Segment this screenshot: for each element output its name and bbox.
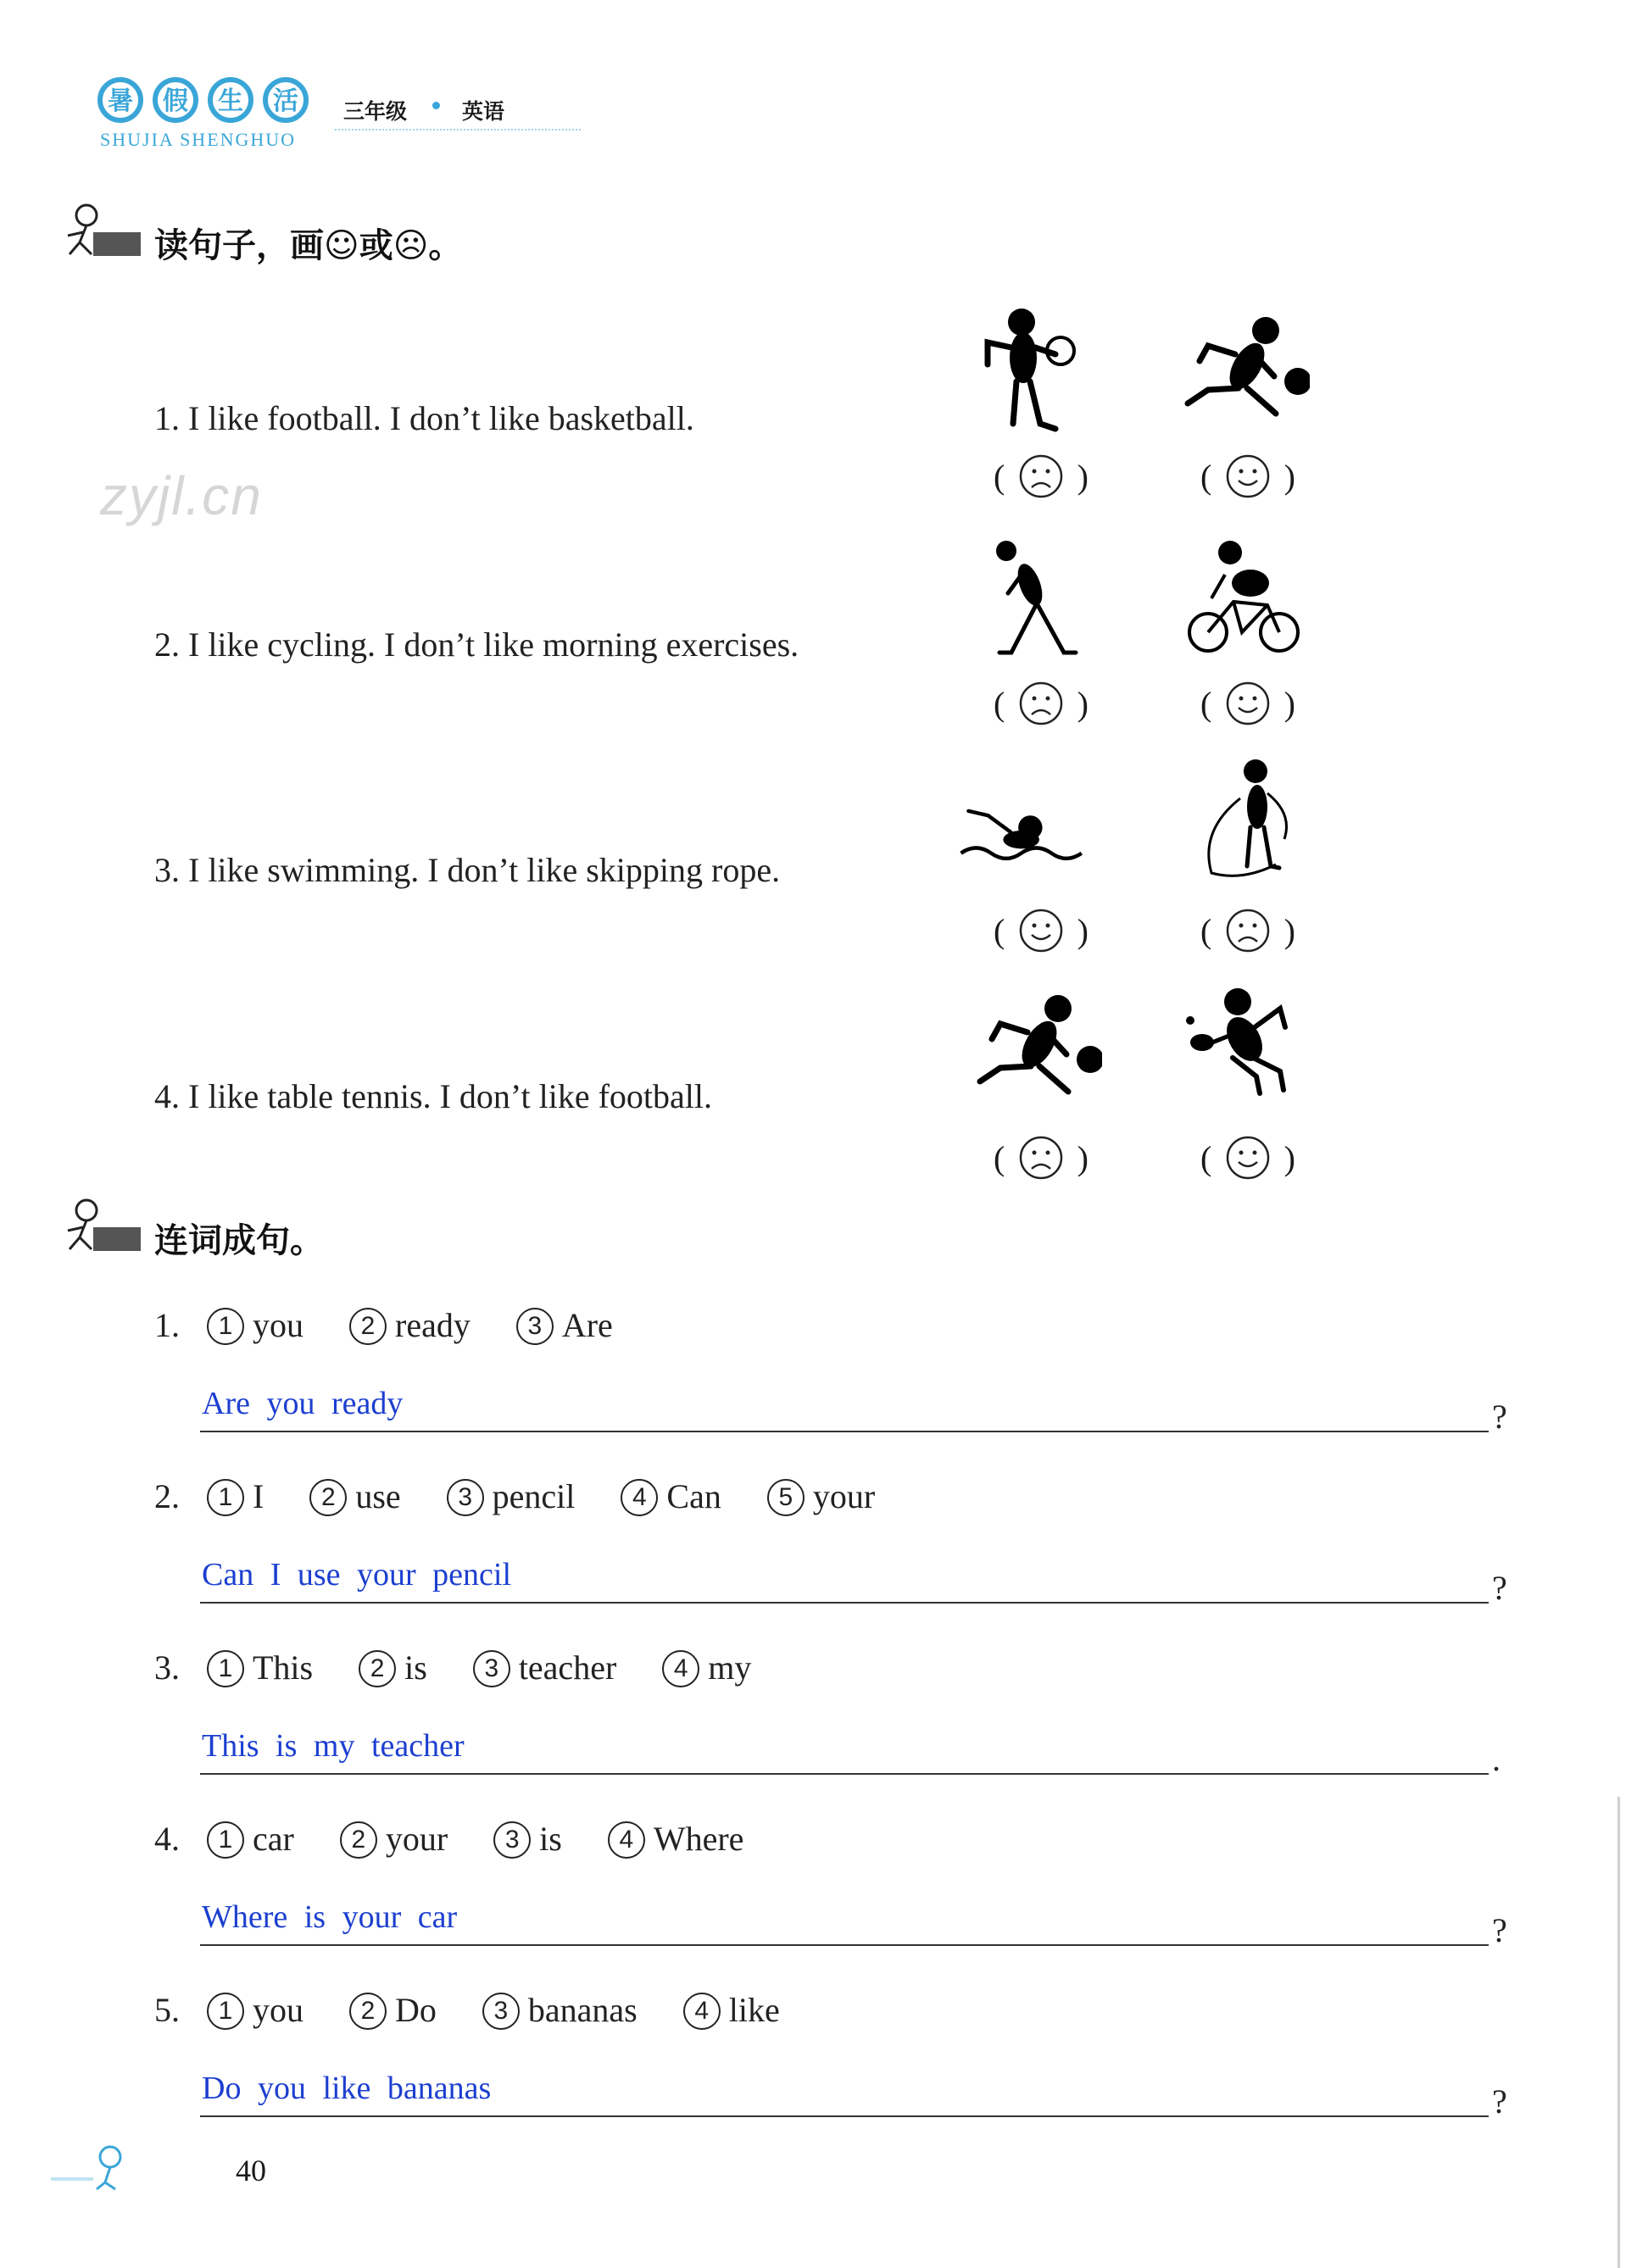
sad-face-icon (1225, 908, 1271, 953)
subject-label: 英语 (462, 99, 505, 124)
paren-open: ( (1200, 684, 1212, 723)
end-punctuation-5: ? (1492, 2082, 1507, 2121)
circled-number: 3 (493, 1821, 531, 1859)
happy-face-icon (1225, 1135, 1271, 1181)
word: I (253, 1477, 264, 1515)
svg-text:假: 假 (163, 86, 188, 116)
grade-label: 三年级 (343, 99, 408, 124)
circled-number: 3 (473, 1650, 510, 1687)
word: you (253, 1306, 303, 1344)
word: like (728, 1991, 780, 2029)
sad-face-icon (1018, 681, 1064, 726)
circled-number: 1 (207, 1993, 244, 2030)
header-rule (335, 129, 581, 131)
question-number: 2. (154, 1477, 180, 1515)
answer-text-1[interactable]: Are you ready (202, 1386, 404, 1421)
word: your (812, 1477, 876, 1515)
footer-boy-icon (51, 2140, 127, 2191)
question-number: 4. (154, 1820, 180, 1858)
circled-number: 3 (516, 1308, 554, 1345)
circled-number: 3 (447, 1479, 484, 1516)
rope-skipper-figure (1183, 754, 1318, 890)
separator-dot (432, 102, 440, 109)
end-punctuation-2: ? (1492, 1569, 1507, 1607)
section-boy-icon (61, 202, 146, 261)
sad-face-icon (1018, 453, 1064, 499)
circled-number: 2 (349, 1308, 387, 1345)
end-punctuation-3: . (1492, 1740, 1501, 1778)
paren-close: ) (1077, 1138, 1089, 1177)
circled-number: 5 (767, 1479, 805, 1516)
sentence-2: 2. I like cycling. I don’t like morning exercises. (154, 625, 799, 664)
circled-number: 1 (207, 1479, 244, 1516)
happy-face-icon (1018, 908, 1064, 953)
section2-title: 连词成句。 (154, 1221, 324, 1260)
word: my (708, 1648, 752, 1687)
question-number: 5. (154, 1991, 180, 2029)
paren-open: ( (994, 457, 1005, 496)
section1-title: 读句子，画☺或☹。 (154, 226, 463, 265)
word: Where (653, 1820, 744, 1858)
question-5 (154, 1990, 817, 2032)
word: is (404, 1648, 427, 1687)
circled-number: 4 (662, 1650, 699, 1687)
question-3 (154, 1648, 788, 1690)
swimmer-figure (958, 763, 1094, 898)
paren-close: ) (1283, 684, 1295, 723)
brand-logo (95, 75, 317, 125)
paren-open: ( (994, 1138, 1005, 1177)
happy-face-icon (1225, 453, 1271, 499)
word: is (539, 1820, 562, 1858)
page-edge (1618, 1797, 1620, 2268)
answer-text-3[interactable]: This is my teacher (202, 1728, 465, 1764)
word: your (385, 1820, 448, 1858)
happy-face-icon (1225, 681, 1271, 726)
question-4 (154, 1819, 781, 1861)
answer-2-left[interactable] (973, 678, 1109, 729)
word: bananas (527, 1991, 638, 2029)
paren-close: ) (1077, 684, 1089, 723)
answer-text-2[interactable]: Can I use your pencil (202, 1557, 512, 1593)
answer-line-5 (200, 2115, 1489, 2117)
paren-open: ( (994, 911, 1005, 950)
paren-close: ) (1077, 457, 1089, 496)
question-1 (154, 1305, 650, 1348)
cyclist-figure (1174, 534, 1310, 670)
football-player-figure (1174, 305, 1310, 441)
word: Can (666, 1477, 721, 1515)
word: Do (395, 1991, 437, 2029)
word: ready (395, 1306, 470, 1344)
paren-open: ( (1200, 1138, 1212, 1177)
watermark: zyjl.cn (100, 465, 263, 526)
sentence-1: 1. I like football. I don’t like basketball. (154, 399, 694, 437)
sad-face-icon (1018, 1135, 1064, 1181)
circled-number: 2 (340, 1821, 377, 1859)
end-punctuation-4: ? (1492, 1911, 1507, 1949)
question-2 (154, 1476, 912, 1519)
football-player-figure-2 (966, 983, 1102, 1119)
word: use (355, 1477, 401, 1515)
paren-close: ) (1283, 911, 1295, 950)
sentence-3: 3. I like swimming. I don’t like skipping rope. (154, 851, 781, 889)
paren-close: ) (1283, 1138, 1295, 1177)
sentence-4: 4. I like table tennis. I don’t like football. (154, 1077, 713, 1115)
word: pencil (492, 1477, 576, 1515)
word: car (253, 1820, 294, 1858)
answer-3-right[interactable] (1180, 905, 1316, 956)
svg-text:活: 活 (273, 86, 298, 116)
answer-text-4[interactable]: Where is your car (202, 1899, 458, 1935)
svg-text:暑: 暑 (108, 86, 133, 116)
word: This (253, 1648, 314, 1687)
answer-line-1 (200, 1431, 1489, 1432)
svg-text:生: 生 (218, 86, 243, 116)
end-punctuation-1: ? (1492, 1398, 1507, 1436)
answer-4-left[interactable] (973, 1132, 1109, 1183)
circled-number: 1 (207, 1821, 244, 1859)
answer-line-2 (200, 1602, 1489, 1604)
circled-number: 3 (482, 1993, 520, 2030)
paren-close: ) (1077, 911, 1089, 950)
word: Are (561, 1306, 613, 1344)
brand-subtitle: SHUJIA SHENGHUO (100, 129, 297, 150)
answer-1-left[interactable] (973, 451, 1109, 502)
circled-number: 1 (207, 1650, 244, 1687)
circled-number: 4 (683, 1993, 721, 2030)
circled-number: 4 (608, 1821, 645, 1859)
section-boy-icon (61, 1197, 146, 1256)
paren-open: ( (994, 684, 1005, 723)
answer-text-5[interactable]: Do you like bananas (202, 2071, 492, 2106)
question-number: 3. (154, 1648, 180, 1687)
answer-4-right[interactable] (1180, 1132, 1316, 1183)
answer-line-4 (200, 1944, 1489, 1946)
paren-open: ( (1200, 457, 1212, 496)
circled-number: 4 (621, 1479, 658, 1516)
paren-close: ) (1283, 457, 1295, 496)
word: teacher (518, 1648, 617, 1687)
paren-open: ( (1200, 911, 1212, 950)
word: you (253, 1991, 303, 2029)
answer-1-right[interactable] (1180, 451, 1316, 502)
circled-number: 1 (207, 1308, 244, 1345)
circled-number: 2 (309, 1479, 347, 1516)
answer-line-3 (200, 1773, 1489, 1775)
table-tennis-player-figure (1178, 983, 1314, 1119)
circled-number: 2 (359, 1650, 396, 1687)
basketball-player-figure (971, 305, 1106, 441)
page-number: 40 (236, 2154, 266, 2187)
exercising-person-figure (971, 534, 1106, 670)
answer-2-right[interactable] (1180, 678, 1316, 729)
question-number: 1. (154, 1306, 180, 1344)
circled-number: 2 (349, 1993, 387, 2030)
answer-3-left[interactable] (973, 905, 1109, 956)
